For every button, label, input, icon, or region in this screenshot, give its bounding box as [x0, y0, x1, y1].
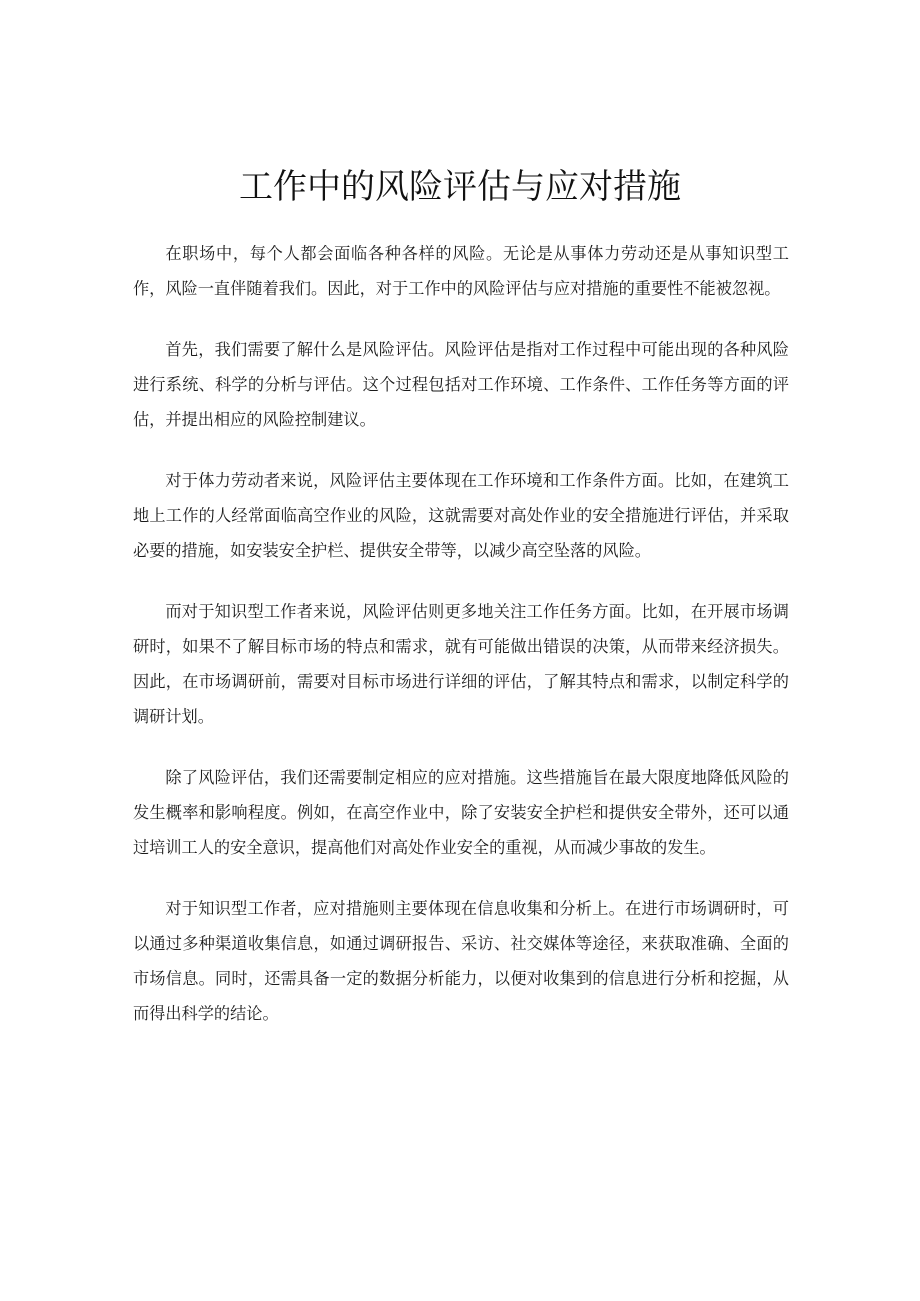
paragraph-physical-workers: 对于体力劳动者来说，风险评估主要体现在工作环境和工作条件方面。比如，在建筑工地上工作的人经常面临高空作业的风险，这就需要对高处作业的安全措施进行评估，并采取必要的措施，如安装安全护栏、提供安全带等，以减少高空坠落的风险。	[133, 471, 789, 560]
paragraph-countermeasures: 除了风险评估，我们还需要制定相应的应对措施。这些措施旨在最大限度地降低风险的发生概率和影响程度。例如，在高空作业中，除了安装安全护栏和提供安全带外，还可以通过培训工人的安全意识，提高他们对高处作业安全的重视，从而减少事故的发生。	[133, 768, 789, 857]
paragraph-intro: 在职场中，每个人都会面临各种各样的风险。无论是从事体力劳动还是从事知识型工作，风险一直伴随着我们。因此，对于工作中的风险评估与应对措施的重要性不能被忽视。	[133, 244, 789, 298]
paragraph-risk-assessment-definition: 首先，我们需要了解什么是风险评估。风险评估是指对工作过程中可能出现的各种风险进行系统、科学的分析与评估。这个过程包括对工作环境、工作条件、工作任务等方面的评估，并提出相应的风险控制建议。	[133, 340, 789, 429]
paragraph-knowledge-countermeasures: 对于知识型工作者，应对措施则主要体现在信息收集和分析上。在进行市场调研时，可以通过多种渠道收集信息，如通过调研报告、采访、社交媒体等途径，来获取准确、全面的市场信息。同时，还需具备一定的数据分析能力，以便对收集到的信息进行分析和挖掘，从而得出科学的结论。	[133, 899, 789, 1023]
paragraph-knowledge-workers: 而对于知识型工作者来说，风险评估则更多地关注工作任务方面。比如，在开展市场调研时，如果不了解目标市场的特点和需求，就有可能做出错误的决策，从而带来经济损失。因此，在市场调研前，需要对目标市场进行详细的评估，了解其特点和需求，以制定科学的调研计划。	[133, 602, 789, 726]
document-title: 工作中的风险评估与应对措施	[239, 167, 681, 207]
document-body	[133, 236, 789, 1057]
